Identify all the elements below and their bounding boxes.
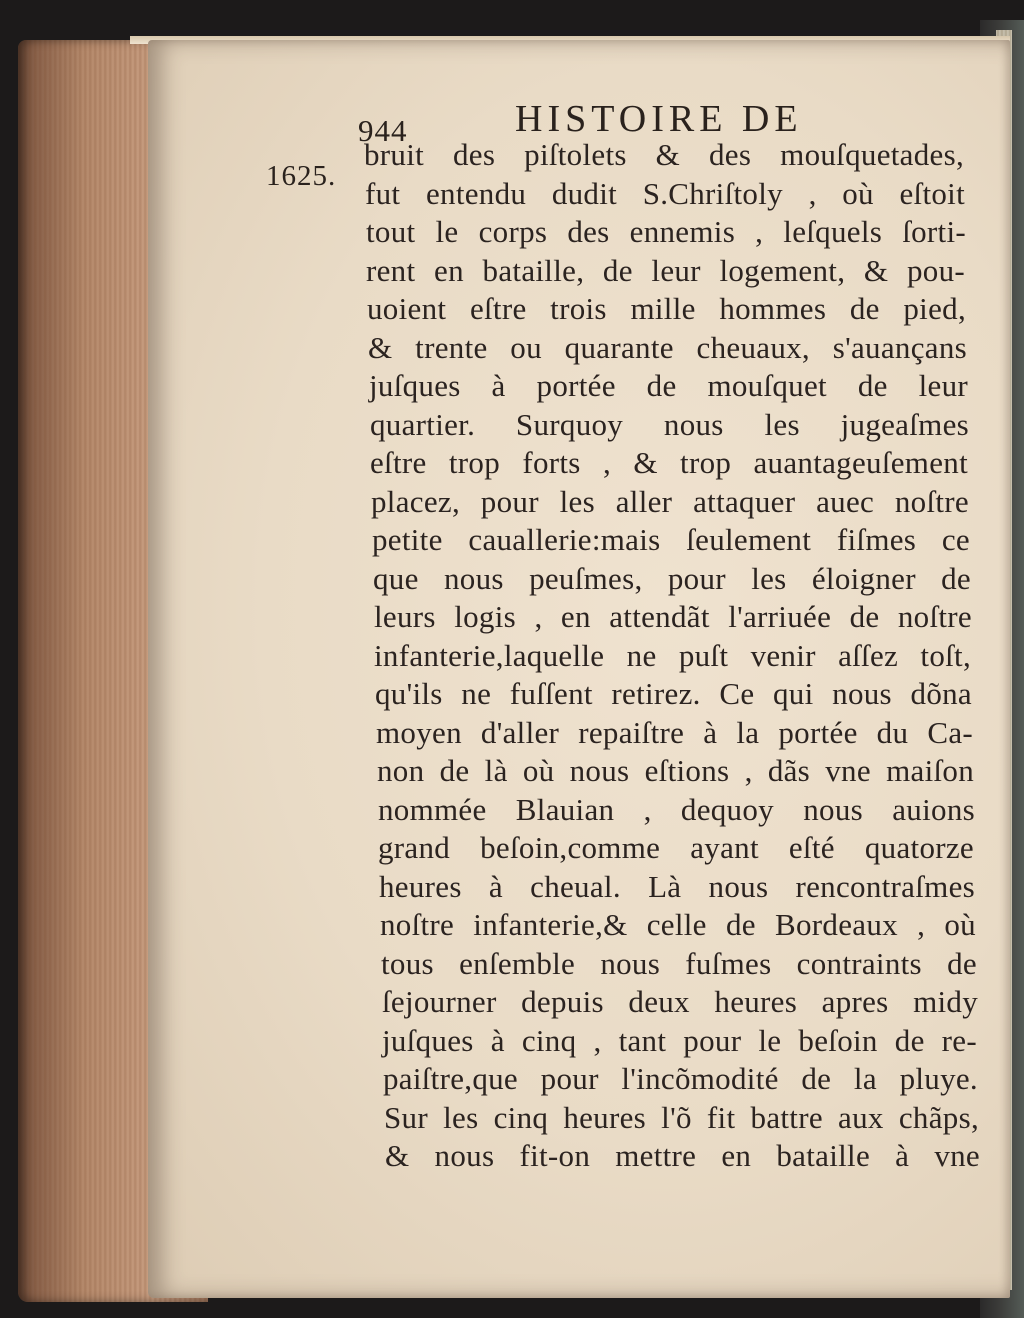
text-line: rent en bataille, de leur logement, & pou- (366, 252, 965, 288)
body-text (364, 136, 980, 1176)
text-line: infanterie,laquelle ne puſt venir aſſez toſt, (374, 637, 971, 673)
text-line: noſtre infanterie,& celle de Bordeaux , où (380, 907, 976, 942)
text-line: paiſtre,que pour l'incõmodité de la pluye. (383, 1061, 978, 1096)
running-head-title: HISTOIRE DE (515, 98, 803, 140)
text-line: grand beſoin,comme ayant eſté quatorze (378, 830, 974, 865)
text-line: petite cauallerie:mais ſeulement fiſmes ce (372, 522, 970, 557)
text-line: moyen d'aller repaiſtre à la portée du Ca- (376, 714, 973, 750)
text-line: quartier. Surquoy nous les jugeaſmes (370, 406, 969, 442)
text-line: fut entendu dudit S.Chriſtoly , où eſtoit (365, 175, 965, 211)
text-line: non de là où nous eſtions , dãs vne maiſon (377, 753, 974, 788)
text-line: heures à cheual. Là nous rencontraſmes (379, 868, 975, 904)
margin-note-year: 1625. (266, 160, 337, 192)
text-line: tout le corps des ennemis , leſquels ſorti- (366, 214, 966, 249)
text-line: juſques à cinq , tant pour le beſoin de re- (382, 1022, 977, 1058)
text-line: Sur les cinq heures l'õ fit battre aux chãps, (384, 1099, 979, 1135)
text-line: & trente ou quarante cheuaux, s'auançans (368, 329, 967, 365)
page-number: 944 (358, 113, 408, 148)
text-line: & nous fit-on mettre en bataille à vne (385, 1138, 980, 1173)
text-line: que nous peuſmes, pour les éloigner de (373, 560, 971, 596)
text-line: nommée Blauian , dequoy nous auions (378, 791, 975, 827)
text-line: uoient eſtre trois mille hommes de pied, (367, 291, 966, 326)
text-line: leurs logis , en attendãt l'arriuée de noſtre (374, 599, 972, 634)
text-line: eſtre trop forts , & trop auantageuſement (370, 445, 968, 480)
text-line: bruit des piſtolets & des mouſquetades, (364, 137, 964, 172)
text-line: tous enſemble nous fuſmes contraints de (381, 945, 977, 981)
text-line: placez, pour les aller attaquer auec noſtre (371, 483, 969, 519)
text-line: ſejourner depuis deux heures apres midy (382, 984, 978, 1019)
text-line: juſques à portée de mouſquet de leur (369, 368, 968, 403)
text-line: qu'ils ne fuſſent retirez. Ce qui nous dõna (375, 676, 972, 711)
